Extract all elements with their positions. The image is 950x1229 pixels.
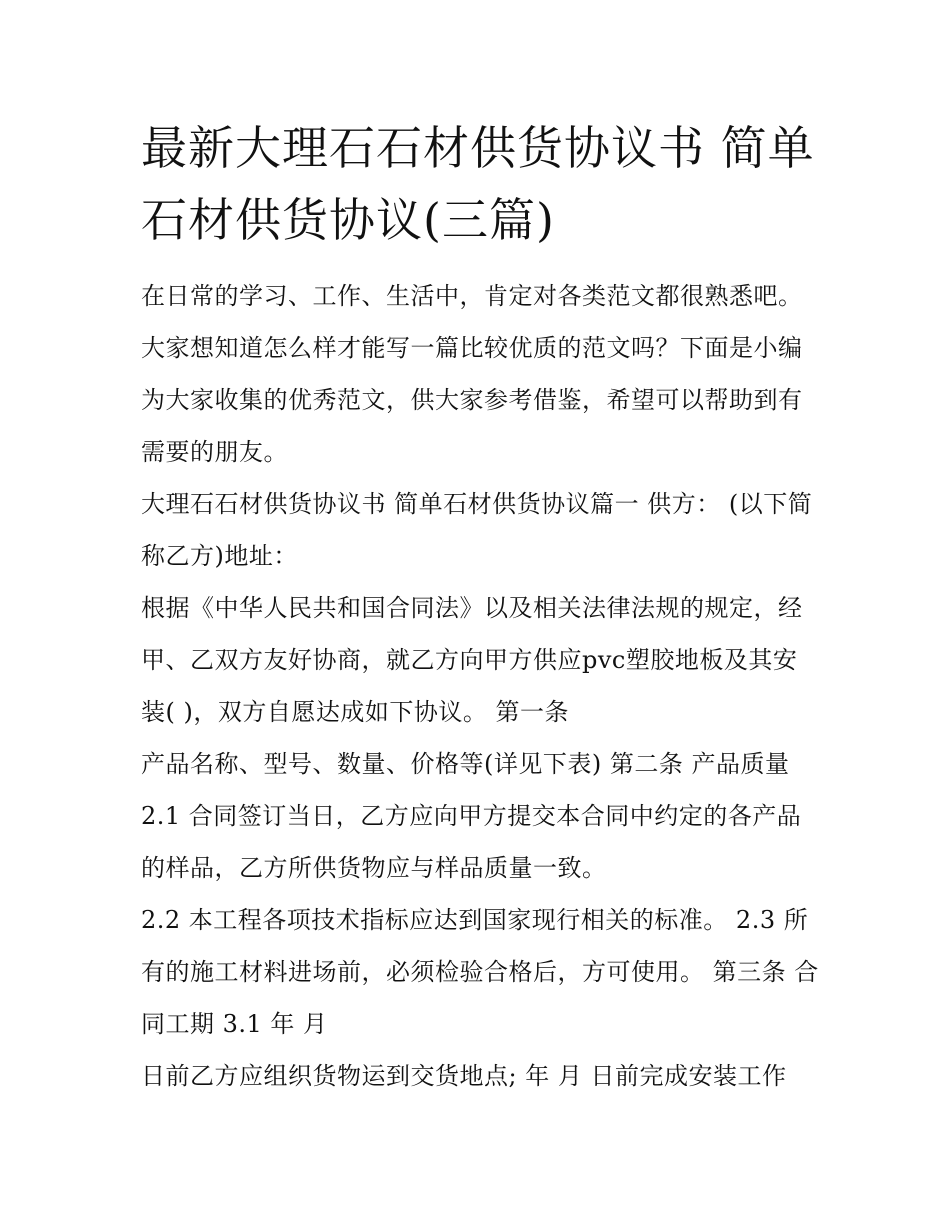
document-page: [141, 112, 821, 1102]
paragraph-supplier: 大理石石材供货协议书 简单石材供货协议篇一 供方： (以下简称乙方)地址：: [141, 490, 813, 570]
paragraph-clause-2-2: 2.2 本工程各项技术指标应达到国家现行相关的标准。 2.3 所有的施工材料进场前，必须检验合格后，方可使用。 第三条 合同工期 3.1 年 月: [141, 906, 819, 1038]
paragraph-basis: 根据《中华人民共和国合同法》以及相关法律法规的规定，经甲、乙双方友好协商，就乙方向甲方供应pvc塑胶地板及其安装( )，双方自愿达成如下协议。 第一条: [141, 594, 803, 726]
paragraph-clause-2-1: 2.1 合同签订当日，乙方应向甲方提交本合同中约定的各产品的样品，乙方所供货物应与样品质量一致。: [141, 802, 802, 882]
document-body: [141, 270, 821, 1102]
paragraph-article-one: 产品名称、型号、数量、价格等(详见下表) 第二条 产品质量: [141, 750, 790, 778]
document-title: 最新大理石石材供货协议书 简单石材供货协议(三篇): [141, 121, 815, 247]
paragraph-clause-3-1: 日前乙方应组织货物运到交货地点; 年 月 日前完成安装工作: [141, 1062, 787, 1090]
paragraph-intro: 在日常的学习、工作、生活中，肯定对各类范文都很熟悉吧。大家想知道怎么样才能写一篇比较优质的范文吗？下面是小编为大家收集的优秀范文，供大家参考借鉴，希望可以帮助到有需要的朋友。: [141, 282, 803, 466]
